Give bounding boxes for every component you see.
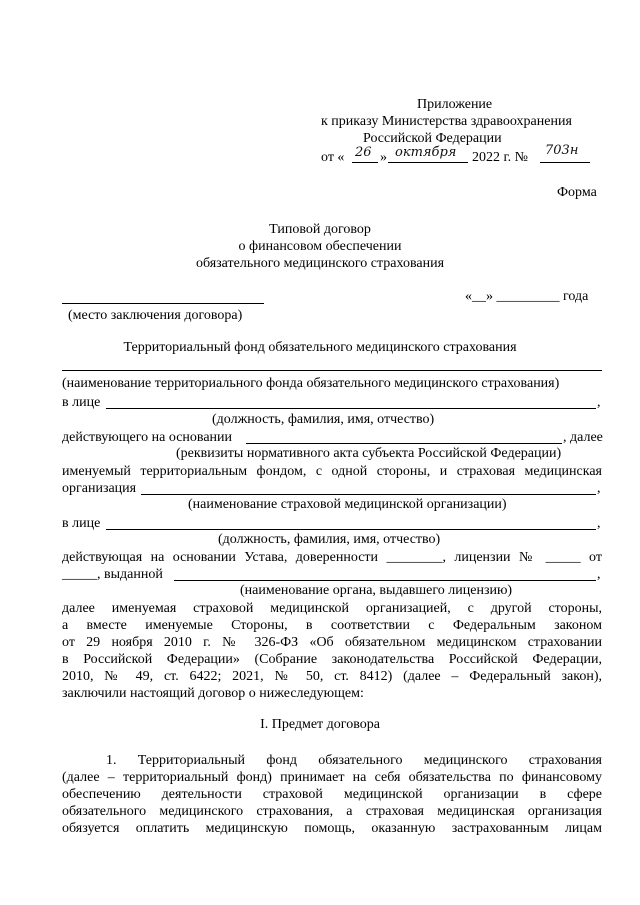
comma-1: , [597,395,601,410]
date-month-underline [388,162,468,163]
paragraph-line-3: от 29 ноября 2010 г. № 326-ФЗ «Об обязательном медицинском страховании [62,635,602,650]
order-number-handwritten: 703н [545,143,579,158]
in-person-label-1: в лице [62,395,101,410]
date-year: 2022 г. № [472,150,529,165]
requisites-caption: (реквизиты нормативного акта субъекта Российской Федерации) [176,446,562,461]
date-month-handwritten: октября [395,145,457,160]
paragraph-last-line: заключили настоящий договор о нижеследующем: [62,686,364,701]
in-person-underline-1 [106,408,596,409]
contract-date: «__» _________ года [465,289,589,304]
date-day-handwritten: 26 [355,145,372,160]
acting-basis-label: действующего на основании [62,430,233,445]
position-caption-1: (должность, фамилия, имя, отчество) [212,412,435,427]
org-caption: (наименование страховой медицинской организации) [188,497,507,512]
title-line-3: обязательного медицинского страхования [195,256,445,271]
country-name: Российской Федерации [363,131,502,146]
appendix-label: Приложение [417,97,493,112]
section-line-5: обязуется оплатить медицинскую помощь, оказанную застрахованным лицам [62,821,602,836]
acting-basis-underline [246,443,562,444]
issued-label: _____, выданной [62,567,163,582]
place-caption: (место заключения договора) [68,308,243,323]
place-underline [62,303,264,304]
acting-charter-line: действующая на основании Устава, доверенности ________, лицензии № _____ от [62,550,602,565]
comma-3: , [597,516,601,531]
named-line: именуемый территориальным фондом, с одной стороны, и страховая медицинская [62,464,602,479]
date-prefix: от « [321,150,345,165]
issuer-caption: (наименование органа, выдавшего лицензию) [240,583,513,598]
issued-underline [174,580,596,581]
in-person-label-2: в лице [62,516,101,531]
title-line-1: Типовой договор [269,222,371,237]
paragraph-line-2: а вместе именуемые Стороны, в соответствии с Федеральным законом [62,618,602,633]
comma-4: , [597,567,601,582]
paragraph-line-1: далее именуемая страховой медицинской организацией, с другой стороны, [62,601,602,616]
further-label: , далее [563,430,603,445]
order-reference: к приказу Министерства здравоохранения [321,114,572,129]
fund-label: Территориальный фонд обязательного медицинского страхования [123,340,517,355]
position-caption-2: (должность, фамилия, имя, отчество) [218,532,441,547]
date-day-close: » [380,150,387,165]
comma-2: , [597,481,601,496]
section-heading: I. Предмет договора [260,717,380,732]
section-line-2: (далее – территориальный фонд) принимает на себя обязательства по финансовому [62,770,602,785]
paragraph-line-5: 2010, № 49, ст. 6422; 2021, № 50, ст. 8412) (далее – Федеральный закон), [62,669,602,684]
section-line-4: обязательного медицинского страхования, а страховая медицинская организация [62,804,602,819]
section-line-3: обеспечению деятельности страховой медицинской организации в сфере [62,787,602,802]
fund-underline [62,370,602,371]
paragraph-line-4: в Российской Федерации» (Собрание законодательства Российской Федерации, [62,652,602,667]
organization-label: организация [62,481,137,496]
fund-caption: (наименование территориального фонда обязательного медицинского страхования) [62,376,560,391]
date-day-underline [352,162,378,163]
in-person-underline-2 [106,529,596,530]
order-number-underline [540,162,590,163]
title-line-2: о финансовом обеспечении [238,239,402,254]
form-label: Форма [557,185,597,200]
section-line-1: 1. Территориальный фонд обязательного медицинского страхования [106,753,602,768]
organization-underline [141,494,596,495]
